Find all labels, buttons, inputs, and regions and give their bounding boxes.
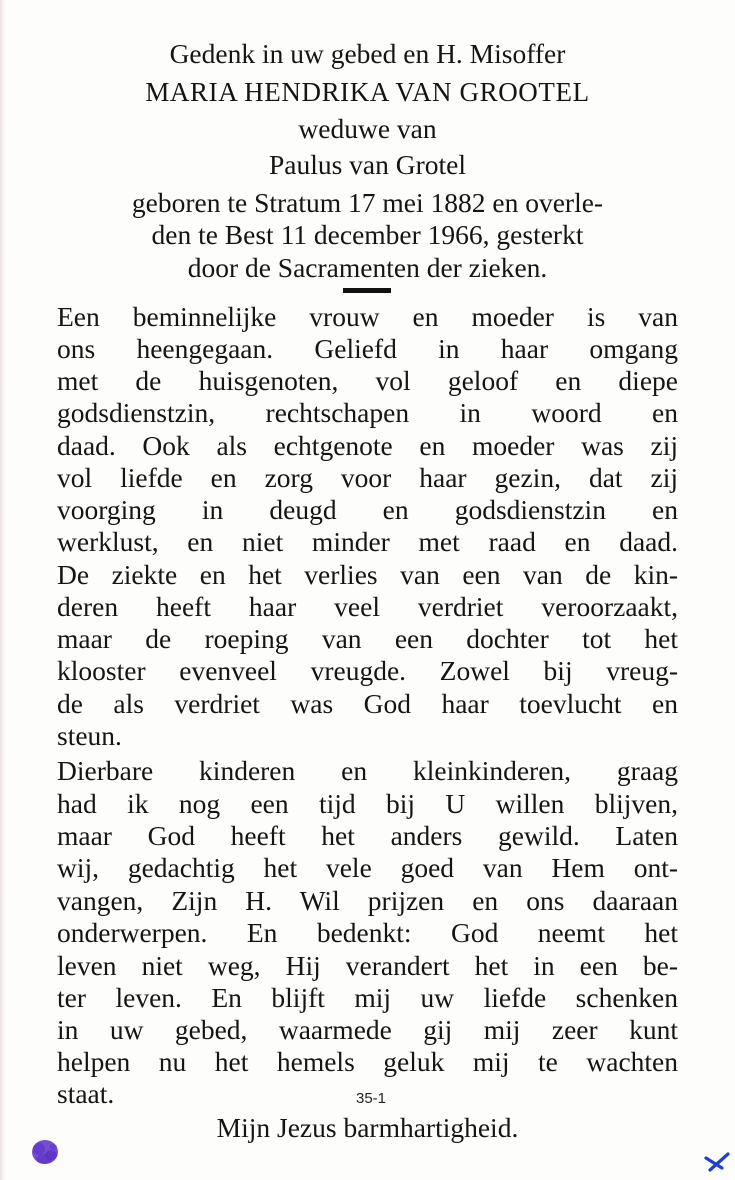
body-line: helpen nu het hemels geluk mij te wachten (57, 1046, 678, 1077)
life-detail-line: den te Best 11 december 1966, gesterkt (151, 219, 584, 250)
pen-cross-icon (702, 1148, 732, 1174)
body-line: ons heengegaan. Geliefd in haar omgang (57, 333, 678, 364)
card-edge (0, 0, 6, 1180)
body-line: voorging in deugd en godsdienstzin en (57, 494, 678, 525)
body-line: godsdienstzin, rechtschapen in woord en (57, 397, 678, 428)
divider-rule (343, 288, 391, 293)
ink-stamp-icon (27, 1135, 63, 1169)
body-line: de als verdriet was God haar toevlucht en (57, 688, 678, 719)
body-line: in uw gebed, waarmede gij mij zeer kunt (57, 1014, 678, 1045)
body-line: onderwerpen. En bedenkt: God neemt het (57, 917, 678, 948)
body-line: wij, gedachtig het vele goed van Hem ont- (57, 852, 678, 883)
life-detail-line: door de Sacramenten der zieken. (187, 252, 548, 283)
body-line: met de huisgenoten, vol geloof en diepe (57, 365, 678, 396)
body-line: had ik nog een tijd bij U willen blijven, (57, 788, 678, 819)
body-line: vangen, Zijn H. Wil prijzen en ons daaraan (57, 885, 678, 916)
deceased-name: MARIA HENDRIKA VAN GROOTEL (145, 77, 590, 107)
stamp-ink-blot (49, 1144, 57, 1150)
body-line: De ziekte en het verlies van een van de kin- (57, 559, 678, 590)
stamp-ink-blot (36, 1154, 52, 1164)
card-intro: Gedenk in uw gebed en H. Misoffer (169, 38, 566, 69)
relation-label: weduwe van (298, 113, 437, 144)
body-line: Dierbare kinderen en kleinkinderen, graag (57, 755, 678, 786)
body-line: daad. Ook als echtgenote en moeder was zij (57, 430, 678, 461)
body-line: klooster evenveel vreugde. Zowel bij vreug- (57, 655, 678, 686)
body-line: deren heeft haar veel verdriet veroorzaakt, (57, 591, 678, 622)
spouse-name: Paulus van Grotel (268, 149, 467, 180)
life-detail-line: geboren te Stratum 17 mei 1882 en overle- (131, 187, 604, 218)
body-line: maar de roeping van een dochter tot het (57, 623, 678, 654)
body-line: Een beminnelijke vrouw en moeder is van (57, 301, 678, 332)
body-line: staat. (57, 1078, 115, 1109)
body-line: steun. (57, 720, 122, 751)
body-line: vol liefde en zorg voor haar gezin, dat zij (57, 462, 678, 493)
body-line: werklust, en niet minder met raad en daad. (57, 526, 678, 557)
stamp-ink-blot (33, 1143, 45, 1155)
body-line: maar God heeft het anders gewild. Laten (57, 820, 678, 851)
body-line: leven niet weg, Hij verandert het in een be- (57, 950, 678, 981)
body-line: ter leven. En blijft mij uw liefde schenken (57, 982, 678, 1013)
print-code: 35-1 (356, 1090, 387, 1107)
closing-prayer: Mijn Jezus barmhartigheid. (216, 1112, 519, 1143)
